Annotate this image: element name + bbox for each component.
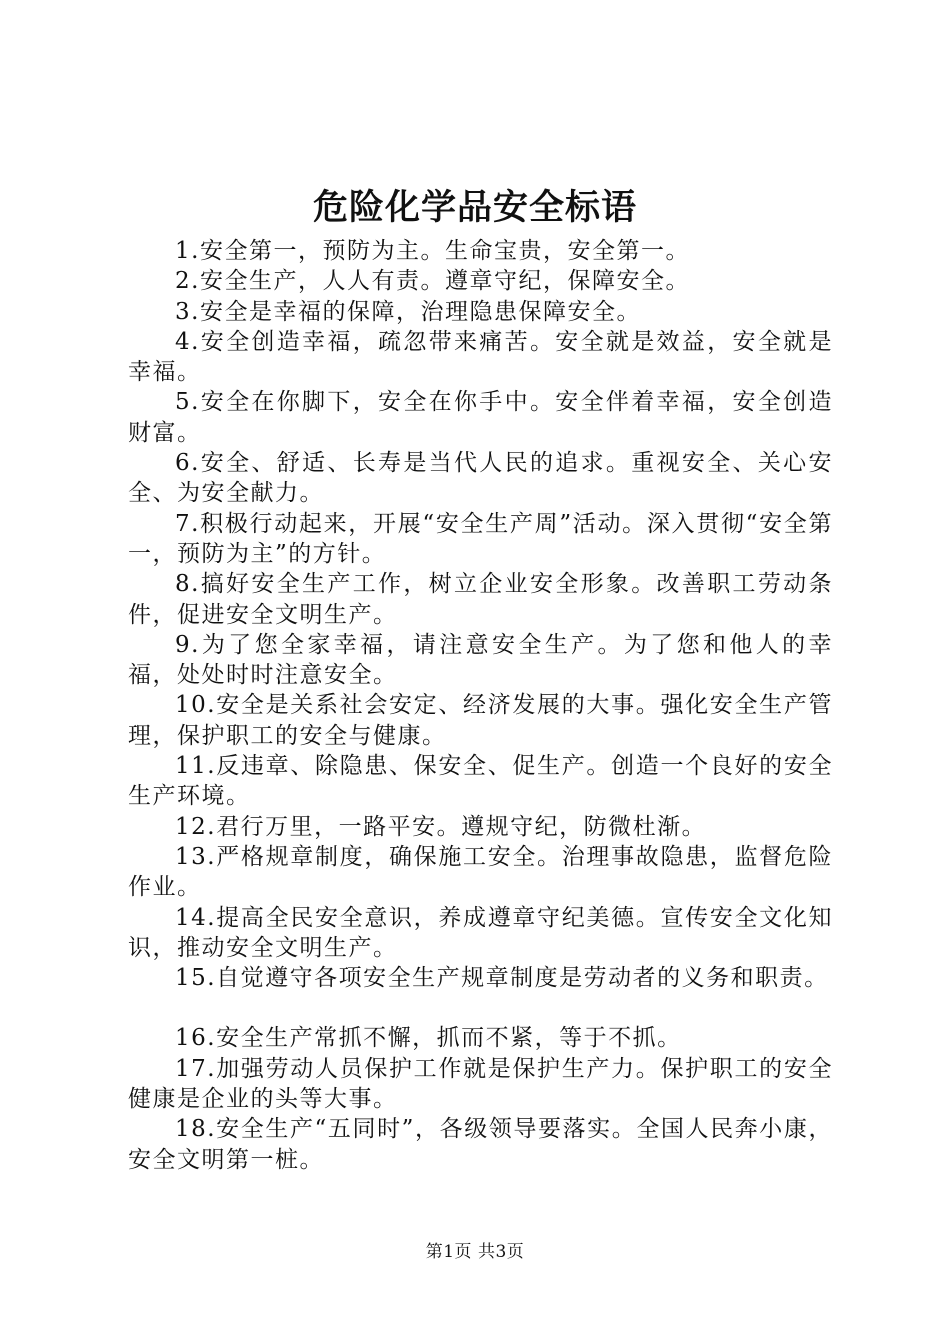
slogan-item: 11.反违章、除隐患、保安全、促生产。创造一个良好的安全生产环境。 [128, 753, 833, 810]
slogan-item: 2.安全生产，人人有责。遵章守纪，保障安全。 [175, 268, 690, 295]
slogan-item: 7.积极行动起来，开展“安全生产周”活动。深入贯彻“安全第一，预防为主”的方针。 [128, 510, 833, 567]
slogan-item: 6.安全、舒适、长寿是当代人民的追求。重视安全、关心安全、为安全献力。 [128, 450, 833, 507]
slogan-item: 12.君行万里，一路平安。遵规守纪，防微杜渐。 [175, 813, 707, 840]
slogan-item: 9.为了您全家幸福，请注意安全生产。为了您和他人的幸福，处处时时注意安全。 [128, 631, 833, 689]
slogan-item: 16.安全生产常抓不懈，抓而不紧，等于不抓。 [175, 1025, 682, 1052]
slogan-item: 14.提高全民安全意识，养成遵章守纪美德。宣传安全文化知识，推动安全文明生产。 [128, 904, 833, 961]
slogan-item: 4.安全创造幸福，疏忽带来痛苦。安全就是效益，安全就是幸福。 [128, 328, 833, 386]
slogan-item: 5.安全在你脚下，安全在你手中。安全伴着幸福，安全创造财富。 [128, 389, 833, 446]
slogan-item: 10.安全是关系社会安定、经济发展的大事。强化安全生产管理，保护职工的安全与健康。 [128, 692, 833, 749]
slogan-item: 15.自觉遵守各项安全生产规章制度是劳动者的义务和职责。 [175, 965, 829, 992]
slogan-item: 8.搞好安全生产工作，树立企业安全形象。改善职工劳动条件，促进安全文明生产。 [128, 571, 833, 628]
slogan-item: 17.加强劳动人员保护工作就是保护生产力。保护职工的安全健康是企业的头等大事。 [128, 1055, 833, 1113]
slogan-item: 18.安全生产“五同时”，各级领导要落实。全国人民奔小康，安全文明第一桩。 [128, 1116, 833, 1173]
document-title: 危险化学品安全标语 [312, 187, 637, 228]
slogan-item: 13.严格规章制度，确保施工安全。治理事故隐患，监督危险作业。 [128, 843, 833, 901]
slogan-list [128, 236, 833, 1175]
page-footer: 第1页 共3页 [425, 1242, 525, 1262]
slogan-item: 1.安全第一，预防为主。生命宝贵，安全第一。 [175, 238, 690, 264]
slogan-item: 3.安全是幸福的保障，治理隐患保障安全。 [175, 298, 641, 325]
